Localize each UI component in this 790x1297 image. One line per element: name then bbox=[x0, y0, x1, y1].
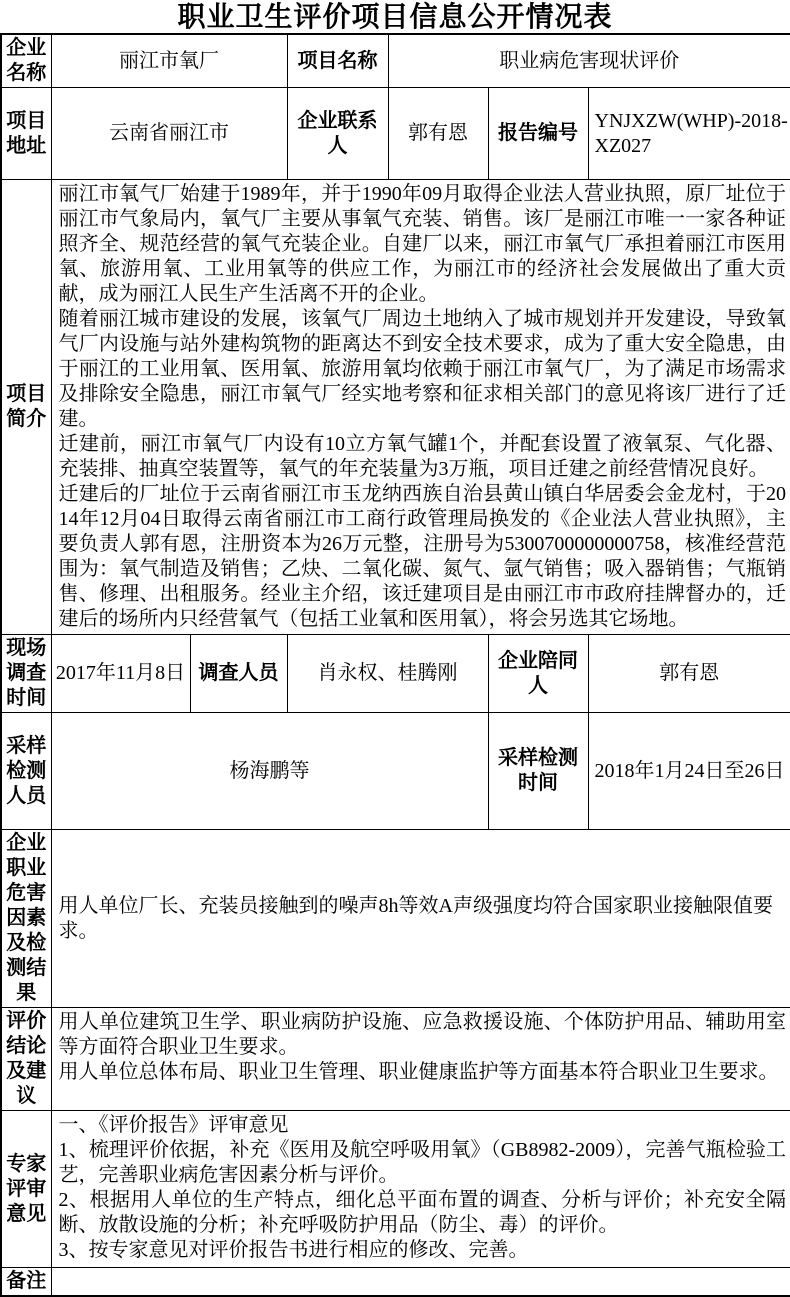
remarks-label: 备注 bbox=[1, 1268, 51, 1297]
expert-review-paragraph: 1、梳理评价依据，补充《医用及航空呼吸用氧》（GB8982-2009），完善气瓶检验工艺，完善职业病危害因素分析与评价。 bbox=[58, 1139, 787, 1186]
project-name-label: 项目名称 bbox=[287, 34, 388, 88]
row-site-survey bbox=[1, 635, 790, 713]
expert-review-paragraph: 一、《评价报告》评审意见 bbox=[58, 1114, 289, 1136]
intro-paragraph: 迁建后的厂址位于云南省丽江市玉龙纳西族自治县黄山镇白华居委会金龙村，于2014年12月04日取得云南省丽江市工商行政管理局换发的《企业法人营业执照》，主要负责人郭有恩，注册资本为26万元整，注册号为5300700000000758，核准经营范围为：氧气制造及销售；乙炔、二氧化碳、氮气、氩气销售；吸入器销售；气瓶销售、修理、出租服务。经业主介绍，该迁建项目是由丽江市市政府挂牌督办的，迁建后的场所内只经营氧气（包括工业氧和医用氧），将会另选其它场地。 bbox=[58, 483, 787, 630]
survey-time-value: 2017年11月8日 bbox=[51, 635, 190, 713]
intro-paragraph: 丽江市氧气厂始建于1989年，并于1990年09月取得企业法人营业执照，原厂址位于丽江市气象局内，氧气厂主要从事氧气充装、销售。该厂是丽江市唯一一家各种证照齐全、规范经营的氧气充装企业。自建厂以来，丽江市氧气厂承担着丽江市医用氧、旅游用氧、工业用氧等的供应工作，为丽江市的经济社会发展做出了重大贡献，成为丽江人民生产生活离不开的企业。 bbox=[58, 183, 787, 305]
row-project-intro bbox=[1, 180, 790, 635]
survey-time-label: 现场调查时间 bbox=[1, 635, 51, 713]
conclusion-text bbox=[51, 1008, 790, 1111]
info-table bbox=[0, 33, 790, 1297]
row-sampling bbox=[1, 713, 790, 830]
company-contact-value: 郭有恩 bbox=[388, 88, 488, 180]
company-escort-label: 企业陪同人 bbox=[488, 635, 588, 713]
project-name-value: 职业病危害现状评价 bbox=[388, 34, 790, 88]
intro-paragraph: 随着丽江城市建设的发展，该氧气厂周边土地纳入了城市规划并开发建设，导致氧气厂内设施与站外建构筑物的距离达不到安全技术要求，成为了重大安全隐患，由于丽江的工业用氧、医用氧、旅游用氧均依赖于丽江市氧气厂，为了满足市场需求及排除安全隐患，丽江市氧气厂经实地考察和征求相关部门的意见将该厂进行了迁建。 bbox=[58, 308, 787, 430]
hazard-results-text: 用人单位厂长、充装员接触到的噪声8h等效A声级强度均符合国家职业接触限值要求。 bbox=[51, 830, 790, 1008]
project-address-value: 云南省丽江市 bbox=[51, 88, 287, 180]
expert-review-paragraph: 2、根据用人单位的生产特点，细化总平面布置的调查、分析与评价；补充安全隔断、放散设施的分析；补充呼吸防护用品（防尘、毒）的评价。 bbox=[58, 1189, 787, 1236]
conclusion-label: 评价结论及建议 bbox=[1, 1008, 51, 1111]
row-remarks bbox=[1, 1268, 790, 1297]
row-conclusion bbox=[1, 1008, 790, 1111]
intro-paragraph: 迁建前，丽江市氧气厂内设有10立方氧气罐1个，并配套设置了液氧泵、气化器、充装排、抽真空装置等，氧气的年充装量为3万瓶，项目迁建之前经营情况良好。 bbox=[58, 433, 787, 480]
company-escort-value: 郭有恩 bbox=[588, 635, 790, 713]
row-expert-review bbox=[1, 1111, 790, 1268]
sampling-staff-value: 杨海鹏等 bbox=[51, 713, 488, 830]
sampling-time-label: 采样检测时间 bbox=[488, 713, 588, 830]
row-company-name bbox=[1, 34, 790, 88]
conclusion-paragraph: 用人单位建筑卫生学、职业病防护设施、应急救援设施、个体防护用品、辅助用室等方面符合职业卫生要求。 bbox=[58, 1011, 787, 1058]
row-project-address bbox=[1, 88, 790, 180]
remarks-value bbox=[51, 1268, 790, 1297]
expert-review-text bbox=[51, 1111, 790, 1268]
page-title: 职业卫生评价项目信息公开情况表 bbox=[177, 1, 613, 32]
project-intro-label: 项目简介 bbox=[1, 180, 51, 635]
company-contact-label: 企业联系人 bbox=[287, 88, 388, 180]
expert-review-label: 专家评审意见 bbox=[1, 1111, 51, 1268]
sampling-time-value: 2018年1月24日至26日 bbox=[588, 713, 790, 830]
company-name-value: 丽江市氧厂 bbox=[51, 34, 287, 88]
sampling-staff-label: 采样检测人员 bbox=[1, 713, 51, 830]
project-intro-text bbox=[51, 180, 790, 635]
conclusion-paragraph: 用人单位总体布局、职业卫生管理、职业健康监护等方面基本符合职业卫生要求。 bbox=[58, 1061, 779, 1083]
surveyors-value: 肖永权、桂腾刚 bbox=[287, 635, 488, 713]
surveyors-label: 调查人员 bbox=[190, 635, 287, 713]
row-hazard-results bbox=[1, 830, 790, 1008]
project-address-label: 项目地址 bbox=[1, 88, 51, 180]
report-number-label: 报告编号 bbox=[488, 88, 588, 180]
expert-review-paragraph: 3、按专家意见对评价报告书进行相应的修改、完善。 bbox=[58, 1239, 529, 1261]
hazard-results-label: 企业职业危害因素及检测结果 bbox=[1, 830, 51, 1008]
company-name-label: 企业名称 bbox=[1, 34, 51, 88]
report-number-value: YNJXZW(WHP)-2018-XZ027 bbox=[588, 88, 790, 180]
